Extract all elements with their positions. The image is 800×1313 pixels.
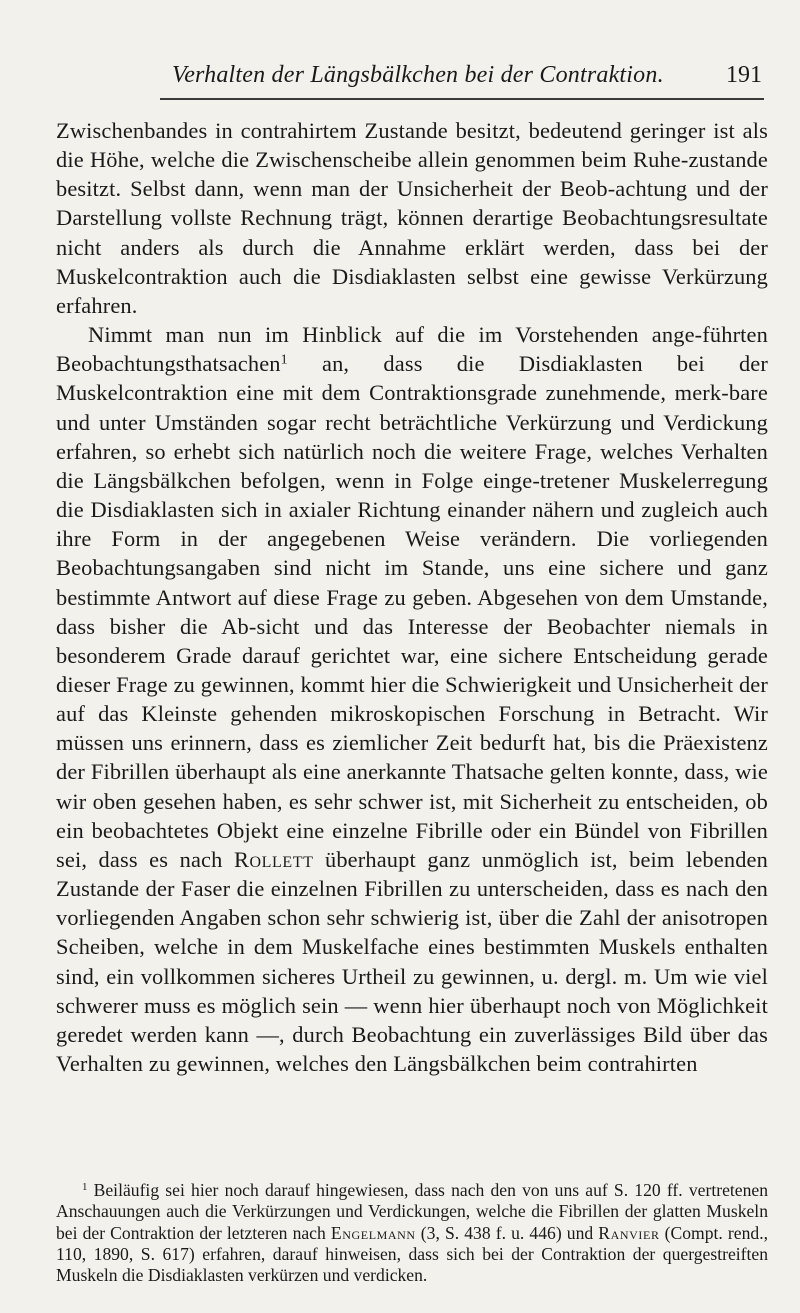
footnote-part-3: (Compt. rend., 110, 1890, S. 617) erfahren, darauf hinweisen, dass sich bei der Contraktion der quergestreiften Muskeln die Disdiaklasten verkürzen und verdicken. [56,1222,768,1286]
page-number: 191 [726,62,762,88]
header-rule [160,98,764,100]
paragraph-1: Zwischenbandes in contrahirtem Zustande besitzt, bedeutend geringer ist als die Höhe, welche die Zwischenscheibe allein genommen beim Ruhe-zustande besitzt. Selbst dann, wenn man der Unsicherheit der Beob-achtung und der Darstellung vollste Rechnung trägt, können derartige Beobachtungsresultate nicht anders als durch die Annahme erklärt werden, dass bei der Muskelcontraktion auch die Disdiaklasten selbst eine gewisse Verkürzung erfahren. [56,118,768,318]
footnote-mark: 1 [82,1181,88,1193]
paragraph-2-part-2: an, dass die Disdiaklasten bei der Muskelcontraktion eine mit dem Contraktionsgrade zunehmende, merk-bare und unter Umständen sogar recht beträchtliche Verkürzung und Verdickung erfahren, so erhebt sich natürlich noch die weitere Frage, welches Verhalten die Längsbälkchen befolgen, wenn in Folge einge-tretener Muskelerregung die Disdiaklasten sich in axialer Richtung einander nähern und zugleich auch ihre Form in der angegebenen Weise verändern. Die vorliegenden Beobachtungsangaben sind nicht im Stande, uns eine sichere und ganz bestimmte Antwort auf diese Frage zu geben. Abgesehen von dem Umstande, dass bisher die Ab-sicht und das Interesse der Beobachter niemals in besonderem Grade darauf gerichtet war, eine sichere Entscheidung gerade dieser Frage zu gewinnen, kommt hier die Schwierigkeit und Unsicherheit der auf das Kleinste gehenden mikroskopischen Forschung in Betracht. Wir müssen uns erinnern, dass es ziemlicher Zeit bedurft hat, bis die Präexistenz der Fibrillen überhaupt als eine anerkannte Thatsache gelten konnte, dass, wie wir oben gesehen haben, es sehr schwer ist, mit Sicherheit zu entscheiden, ob ein beobachtetes Objekt eine einzelne Fibrille oder ein Bündel von Fibrillen sei, dass es nach [56,351,768,872]
main-text [56,116,768,1078]
paragraph-2-part-3: überhaupt ganz unmöglich ist, beim lebenden Zustande der Faser die einzelnen Fibrillen zu unterscheiden, dass es nach den vorliegenden Angaben schon sehr schwierig ist, über die Zahl der anisotropen Scheiben, welche in dem Muskelfache eines bestimmten Muskels enthalten sind, ein vollkommen sicheres Urtheil zu gewinnen, u. dergl. m. Um wie viel schwerer muss es möglich sein — wenn hier überhaupt noch von Möglichkeit geredet werden kann —, durch Beobachtung ein zuverlässiges Bild über das Verhalten zu gewinnen, welches den Längsbälkchen beim contrahirten [56,846,768,1076]
footnote-reference: 1 [280,352,288,368]
page-header [172,62,762,96]
footnote-part-1: Beiläufig sei hier noch darauf hingewiesen, dass nach den von uns auf S. 120 ff. vertretenen Anschauungen auch die Verkürzungen und Verdickungen, welche die Fibrillen der glatten Muskeln bei der Contraktion der letzteren nach [56,1180,768,1243]
author-name-rollett: Rollett [233,846,314,872]
paragraph-2-part-1: Nimmt man nun im Hinblick auf die im Vorstehenden ange-führten Beobachtungsthatsachen [56,322,768,377]
footnote [56,1180,768,1286]
author-name-ranvier: Ranvier [598,1222,660,1243]
footnote-part-2: (3, S. 438 f. u. 446) und [415,1222,599,1243]
paragraph-2 [56,320,768,1078]
author-name-engelmann: Engelmann [330,1222,416,1243]
running-title: Verhalten der Längsbälkchen bei der Contraktion. [172,62,664,88]
